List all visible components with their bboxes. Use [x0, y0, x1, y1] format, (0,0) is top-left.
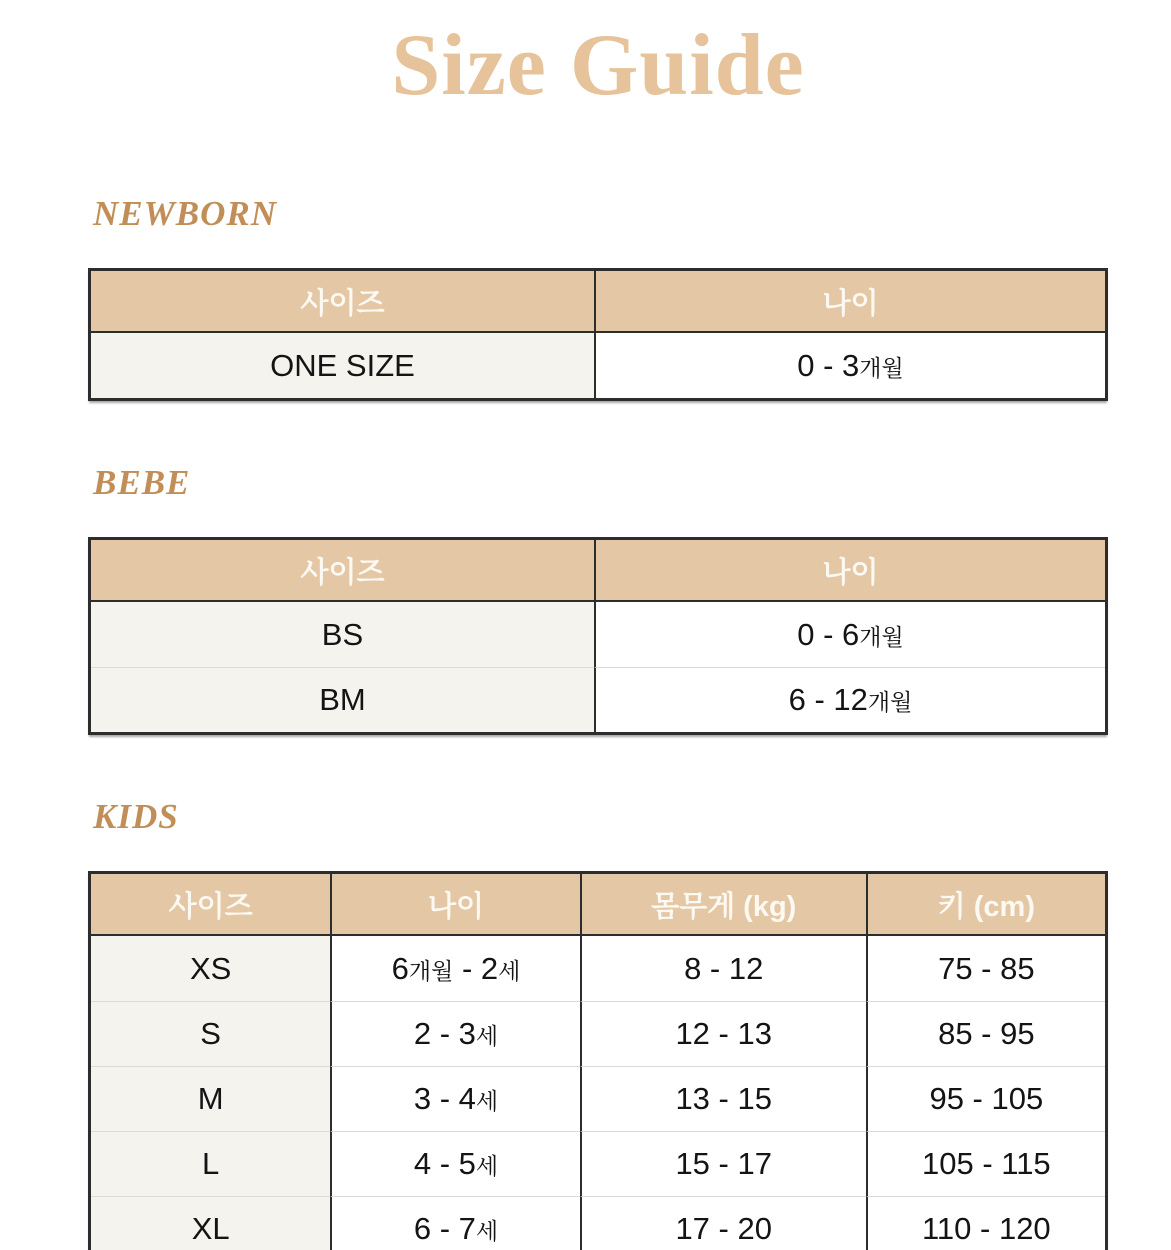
table-header-cell: 사이즈	[91, 874, 330, 936]
table-cell: XS	[91, 936, 330, 1001]
newborn-size-table	[88, 268, 1108, 401]
table-header-row	[91, 540, 1105, 602]
table-cell: 3 - 4세	[330, 1066, 579, 1131]
table-cell: 0 - 6개월	[594, 602, 1105, 667]
table-row	[91, 1001, 1105, 1066]
table-cell: 110 - 120	[866, 1196, 1105, 1250]
section-bebe	[88, 463, 1108, 735]
table-header-cell: 몸무게 (kg)	[580, 874, 866, 936]
section-heading-bebe: BEBE	[93, 463, 191, 502]
korean-suffix: 개월	[859, 354, 904, 381]
table-cell: BM	[91, 667, 594, 732]
section-kids	[88, 797, 1108, 1250]
bebe-size-table	[88, 537, 1108, 735]
table-cell: 75 - 85	[866, 936, 1105, 1001]
korean-suffix: 개월	[408, 957, 454, 984]
table-cell: 13 - 15	[580, 1066, 866, 1131]
table-row	[91, 333, 1105, 398]
table-cell: 17 - 20	[580, 1196, 866, 1250]
korean-suffix: 세	[475, 1218, 499, 1244]
table-header-cell: 사이즈	[91, 540, 594, 602]
kids-size-table	[88, 871, 1108, 1250]
table-cell: BS	[91, 602, 594, 667]
table-cell: 4 - 5세	[330, 1131, 579, 1196]
table-header-row	[91, 874, 1105, 936]
table-header-cell: 나이	[330, 874, 579, 936]
table-cell: 8 - 12	[580, 936, 866, 1001]
table-row	[91, 936, 1105, 1001]
table-cell: XL	[91, 1196, 330, 1250]
table-cell: 2 - 3세	[330, 1001, 579, 1066]
table-header-cell: 키 (cm)	[866, 874, 1105, 936]
table-row	[91, 602, 1105, 667]
table-cell: ONE SIZE	[91, 333, 594, 398]
korean-suffix: 세	[498, 957, 521, 984]
table-row	[91, 667, 1105, 732]
page-title: Size Guide	[391, 17, 805, 114]
korean-suffix: 세	[475, 1153, 499, 1179]
table-header-cell: 나이	[594, 540, 1105, 602]
section-newborn	[88, 194, 1108, 401]
table-cell: 6 - 12개월	[594, 667, 1105, 732]
table-row	[91, 1066, 1105, 1131]
table-cell: 12 - 13	[580, 1001, 866, 1066]
table-row	[91, 1196, 1105, 1250]
korean-suffix: 개월	[859, 623, 904, 650]
table-cell: L	[91, 1131, 330, 1196]
korean-suffix: 세	[475, 1088, 499, 1114]
table-header-row	[91, 271, 1105, 333]
table-cell: 15 - 17	[580, 1131, 866, 1196]
table-cell: 85 - 95	[866, 1001, 1105, 1066]
table-header-cell: 사이즈	[91, 271, 594, 333]
table-cell: M	[91, 1066, 330, 1131]
table-row	[91, 1131, 1105, 1196]
table-cell: 95 - 105	[866, 1066, 1105, 1131]
table-cell: S	[91, 1001, 330, 1066]
table-cell: 0 - 3개월	[594, 333, 1105, 398]
table-cell: 105 - 115	[866, 1131, 1105, 1196]
section-heading-kids: KIDS	[93, 797, 179, 836]
korean-suffix: 세	[475, 1023, 499, 1049]
table-cell: 6 - 7세	[330, 1196, 579, 1250]
table-header-cell: 나이	[594, 271, 1105, 333]
table-cell: 6개월 - 2세	[330, 936, 579, 1001]
section-heading-newborn: NEWBORN	[93, 194, 277, 233]
korean-suffix: 개월	[867, 689, 913, 715]
